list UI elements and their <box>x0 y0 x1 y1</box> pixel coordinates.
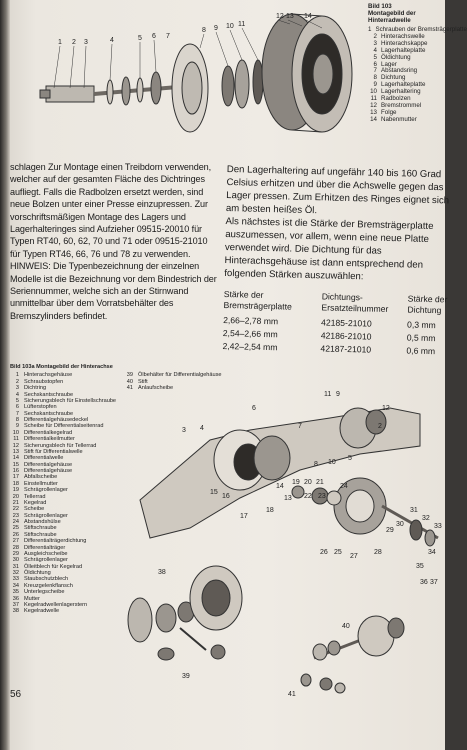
hinweis-paragraph: HINWEIS: Die Typenbezeichnung der einzelnen Modelle ist die Bezeichnung vor dem Bindestrich der Seriennummer, welche sich an der Stirnwand unmittelbar über dem Vorratsbehälter des Bremszylinders befindet. <box>10 261 217 321</box>
table-cell: 42187-21010 <box>320 343 372 355</box>
figure-103-drawing <box>40 4 370 154</box>
legend-text: Stift <box>138 378 148 385</box>
legend-number: 31 <box>12 563 19 570</box>
fig103a-label: 29 <box>386 527 394 534</box>
fig103a-label: 37 <box>430 579 438 586</box>
legend-text: Schrägrollenlager <box>24 487 68 494</box>
fig103a-label: 16 <box>222 493 230 500</box>
fig103a-label: 24 <box>340 483 348 490</box>
right-text-column <box>222 163 452 359</box>
figure-103a-legend-col1 <box>10 372 118 614</box>
legend-number: 41 <box>126 385 133 392</box>
legend-number: 12 <box>12 442 19 449</box>
paragraph: Als nächstes ist die Stärke der Bremsträgerplatte auszumessen, vor allem, wenn eine neue Platte verwendet wird. Die Dichtung für das Hinterachsgehäuse ist dann entsprechend den folgenden Stärken auszuwählen: <box>224 215 434 283</box>
figure-103-title-text: Montagebild der Hinterradwelle <box>368 9 416 24</box>
legend-text: Kegelradwellenlagerstern <box>24 601 88 608</box>
legend-number: 39 <box>126 372 133 379</box>
figure-103-caption <box>368 3 467 124</box>
fig103a-label: 38 <box>158 569 166 576</box>
legend-text: Unterlegscheibe <box>24 589 65 596</box>
header-cell: Stärke der Dichtung <box>407 293 448 316</box>
legend-number: 9 <box>15 423 19 430</box>
legend-number: 36 <box>12 595 19 602</box>
legend-text: Schrägrollenlager <box>24 557 68 564</box>
legend-text: Kegelradwelle <box>24 608 60 615</box>
legend-text: Ölbehälter für Differentialgehäuse <box>138 372 222 379</box>
fig103a-label: 26 <box>320 549 328 556</box>
legend-item: 4 Lagerhalteplatte <box>373 46 426 54</box>
fig103a-label: 10 <box>328 459 336 466</box>
legend-text: Kreuzgelenkflansch <box>24 582 73 589</box>
legend-text: Anlaufscheibe <box>138 385 174 392</box>
legend-text: Öldichtung <box>24 570 51 576</box>
legend-number: 2 <box>15 378 19 385</box>
legend-number: 38 <box>12 608 19 615</box>
legend-number: 13 <box>12 448 19 455</box>
legend-number: 4 <box>15 391 19 398</box>
fig103a-label: 8 <box>314 461 318 468</box>
legend-number: 33 <box>12 576 19 583</box>
fig103a-label: 31 <box>410 507 418 514</box>
table-header <box>223 289 448 316</box>
legend-text: Sechskantschraube <box>24 410 74 417</box>
figure-103a-title: Bild 103a Montagebild der Hinterachse <box>10 364 113 370</box>
legend-text: Differentialträgerdichtung <box>24 538 87 545</box>
fig103a-label: 28 <box>374 549 382 556</box>
legend-item: 8 Dichtung <box>373 74 406 82</box>
legend-text: Stiftschraube <box>24 531 57 538</box>
legend-number: 1 <box>15 372 19 379</box>
legend-number: 27 <box>12 538 19 545</box>
legend-text: Schraubstopfen <box>24 378 64 385</box>
fig103a-label: 11 <box>324 391 332 398</box>
legend-number: 32 <box>12 570 19 576</box>
legend-text: Differentialgehäuse <box>24 468 73 474</box>
legend-text: Differentialgehäuse <box>24 461 73 468</box>
legend-text: Einstellmutter <box>24 480 58 487</box>
fig103-label: 1 <box>58 39 62 46</box>
fig103-label: 10 <box>226 23 234 30</box>
legend-item: 2 Hinterachswelle <box>373 32 425 40</box>
fig103a-label: 22 <box>304 493 312 500</box>
fig103-label: 12 <box>276 13 284 20</box>
legend-item: 7 Abstandsring <box>373 67 418 75</box>
legend-text: Ausgleichscheibe <box>24 550 68 557</box>
legend-number: 25 <box>12 525 19 532</box>
legend-number: 22 <box>12 506 19 513</box>
legend-item: 11 Radbolzen <box>370 95 411 103</box>
fig103a-label: 36 <box>420 579 428 586</box>
legend-item: 1 Schrauben der Bremsträgerplatte <box>368 25 467 33</box>
legend-number: 17 <box>12 474 19 481</box>
legend-text: Scheibe <box>24 506 45 513</box>
legend-number: 21 <box>12 499 19 506</box>
fig103a-label: 32 <box>422 515 430 522</box>
legend-text: Differentialträger <box>24 544 66 551</box>
legend-number: 35 <box>12 589 19 596</box>
fig103a-label: 35 <box>416 563 424 570</box>
figure-103a-drawing <box>120 388 445 720</box>
fig103a-label: 4 <box>200 425 204 432</box>
fig103a-label: 23 <box>318 493 326 500</box>
legend-item: 3 Hinterachskappe <box>373 39 428 47</box>
fig103a-label: 27 <box>350 553 358 560</box>
fig103a-label: 19 <box>292 479 300 486</box>
fig103-label: 13 <box>286 13 294 20</box>
legend-text: Stift für Differentialwelle <box>24 448 83 455</box>
fig103a-label: 3 <box>182 427 186 434</box>
figure-103-title: Bild 103 <box>368 3 392 10</box>
legend-text: Differentialgehäusedeckel <box>24 417 89 423</box>
legend-text: Ölleitblech für Kegelrad <box>24 563 83 570</box>
legend-number: 40 <box>126 378 133 385</box>
fig103-label: 7 <box>166 33 170 40</box>
legend-text: Tellerrad <box>24 493 46 500</box>
legend-number: 26 <box>12 531 19 538</box>
legend-text: Dichtring <box>24 385 47 392</box>
header-cell: Stärke der Bremsträgerplatte <box>223 288 292 312</box>
legend-text: Abfallscheibe <box>24 474 58 481</box>
legend-item: 12 Bremstrommel <box>370 102 422 110</box>
legend-number: 29 <box>12 550 19 557</box>
legend-number: 8 <box>15 417 19 423</box>
fig103a-label: 13 <box>284 495 292 502</box>
legend-number: 34 <box>12 582 19 589</box>
fig103a-label: 25 <box>334 549 342 556</box>
fig103a-label: 6 <box>252 405 256 412</box>
fig103a-label: 20 <box>304 479 312 486</box>
fig103-label: 4 <box>110 37 114 44</box>
legend-text: Differentialwelle <box>24 455 64 462</box>
fig103a-label: 39 <box>182 673 190 680</box>
fig103a-label: 21 <box>316 479 324 486</box>
legend-number: 11 <box>13 436 19 443</box>
legend-item <box>10 608 118 614</box>
fig103-label: 14 <box>304 13 312 20</box>
legend-number: 23 <box>12 512 19 519</box>
legend-text: Differentialkegelrad <box>24 429 73 436</box>
figure-103-legend <box>368 25 467 124</box>
legend-number: 24 <box>12 519 19 525</box>
legend-text: Mutter <box>24 595 40 602</box>
table-cell: 0,5 mm <box>406 332 436 344</box>
table-cell: 42186-21010 <box>320 330 372 342</box>
fig103-label: 11 <box>238 21 246 28</box>
legend-item: 14 Nabenmutter <box>370 116 417 123</box>
legend-text: Staubschutzblech <box>24 576 69 583</box>
fig103a-label: 12 <box>382 405 390 412</box>
page-edge <box>0 0 10 750</box>
fig103a-label: 33 <box>434 523 442 530</box>
legend-text: Scheibe für Differentialseitenrad <box>24 423 104 430</box>
legend-text: Kegelrad <box>24 499 47 506</box>
legend-text: Schrägrollenlager <box>24 512 68 519</box>
paragraph: Den Lagerhaltering auf ungefähr 140 bis 160 Grad Celsius erhitzen und über die Achswelle gegen das Lager pressen. Zum Erhitzen des Ringes eignet sich am besten heißes Öl. <box>225 163 450 217</box>
legend-number: 28 <box>12 544 19 551</box>
legend-text: Differentialkeilmutter <box>24 436 75 443</box>
legend-number: 10 <box>12 429 19 436</box>
legend-number: 19 <box>12 487 19 494</box>
legend-text: Hinterachsgehäuse <box>24 372 73 379</box>
fig103a-label: 17 <box>240 513 248 520</box>
legend-number: 15 <box>12 461 19 468</box>
fig103-label: 9 <box>214 25 218 32</box>
fig103a-label: 30 <box>396 521 404 528</box>
legend-number: 3 <box>15 385 19 392</box>
legend-text: Abstandshülse <box>24 519 61 525</box>
thickness-table <box>222 289 448 357</box>
legend-item: 10 Lagerhaltering <box>370 88 421 96</box>
fig103-label: 5 <box>138 35 142 42</box>
fig103a-label: 40 <box>342 623 350 630</box>
left-text-column <box>10 161 220 322</box>
fig103-label: 6 <box>152 33 156 40</box>
fig103a-label: 5 <box>348 455 352 462</box>
table-cell: 0,6 mm <box>406 345 436 357</box>
legend-number: 5 <box>15 397 19 404</box>
fig103-label: 2 <box>72 39 76 46</box>
fig103a-label: 7 <box>298 423 302 430</box>
table-cell: 0,3 mm <box>406 319 436 331</box>
table-cell: 2,42–2,54 mm <box>222 340 278 353</box>
legend-number: 37 <box>12 601 19 608</box>
legend-item: 5 Öldichtung <box>373 53 411 61</box>
fig103-label: 3 <box>84 39 88 46</box>
fig103a-label: 41 <box>288 691 296 698</box>
fig103a-label: 34 <box>428 549 436 556</box>
legend-item: 6 Lager <box>373 60 397 68</box>
legend-number: 30 <box>12 557 19 564</box>
legend-number: 16 <box>12 468 19 474</box>
legend-text: Sicherungsblech für Einstellschraube <box>24 397 117 404</box>
page-number: 56 <box>10 689 22 700</box>
legend-text: Sechskantschraube <box>24 391 74 398</box>
fig103a-label: 9 <box>336 391 340 398</box>
legend-text: Lüfterstopfen <box>24 404 57 411</box>
legend-item: 9 Lagerhalteplatte <box>373 81 426 89</box>
table-cell: 42185-21010 <box>321 317 372 329</box>
header-cell: Dichtungs-Ersatzteilnummer <box>321 291 389 314</box>
legend-text: Stiftschraube <box>24 525 57 532</box>
legend-number: 18 <box>12 480 19 487</box>
fig103a-label: 18 <box>266 507 274 514</box>
legend-text: Sicherungsblech für Tellerrad <box>24 442 97 449</box>
table-cell: 2,66–2,78 mm <box>223 314 279 327</box>
legend-number: 7 <box>15 410 19 417</box>
fig103-label: 8 <box>202 27 206 34</box>
paragraph: schlagen Zur Montage einen Treibdorn verwenden, welcher auf der gesamten Fläche des Dichtringes aufliegt. Falls die Radbolzen ersetzt werden, sind neue Bolzen unter einer Presse einzupressen. Zur vorschriftsmäßigen Montage des Lagers und Lagerhalteringes sind Aufzieher 09515-20010 für Typen RT40, 60, 62, 70 und 71 oder 09515-21010 für Typen RT46, 66, 76 und 78 zu verwenden. <box>10 162 212 259</box>
legend-number: 20 <box>12 493 19 500</box>
fig103a-label: 2 <box>378 423 382 430</box>
legend-item: 13 Folge <box>370 109 397 117</box>
legend-number: 6 <box>15 404 19 411</box>
fig103a-label: 14 <box>276 483 284 490</box>
fig103a-label: 15 <box>210 489 218 496</box>
legend-number: 14 <box>12 455 19 462</box>
table-cell: 2,54–2,66 mm <box>222 327 278 340</box>
